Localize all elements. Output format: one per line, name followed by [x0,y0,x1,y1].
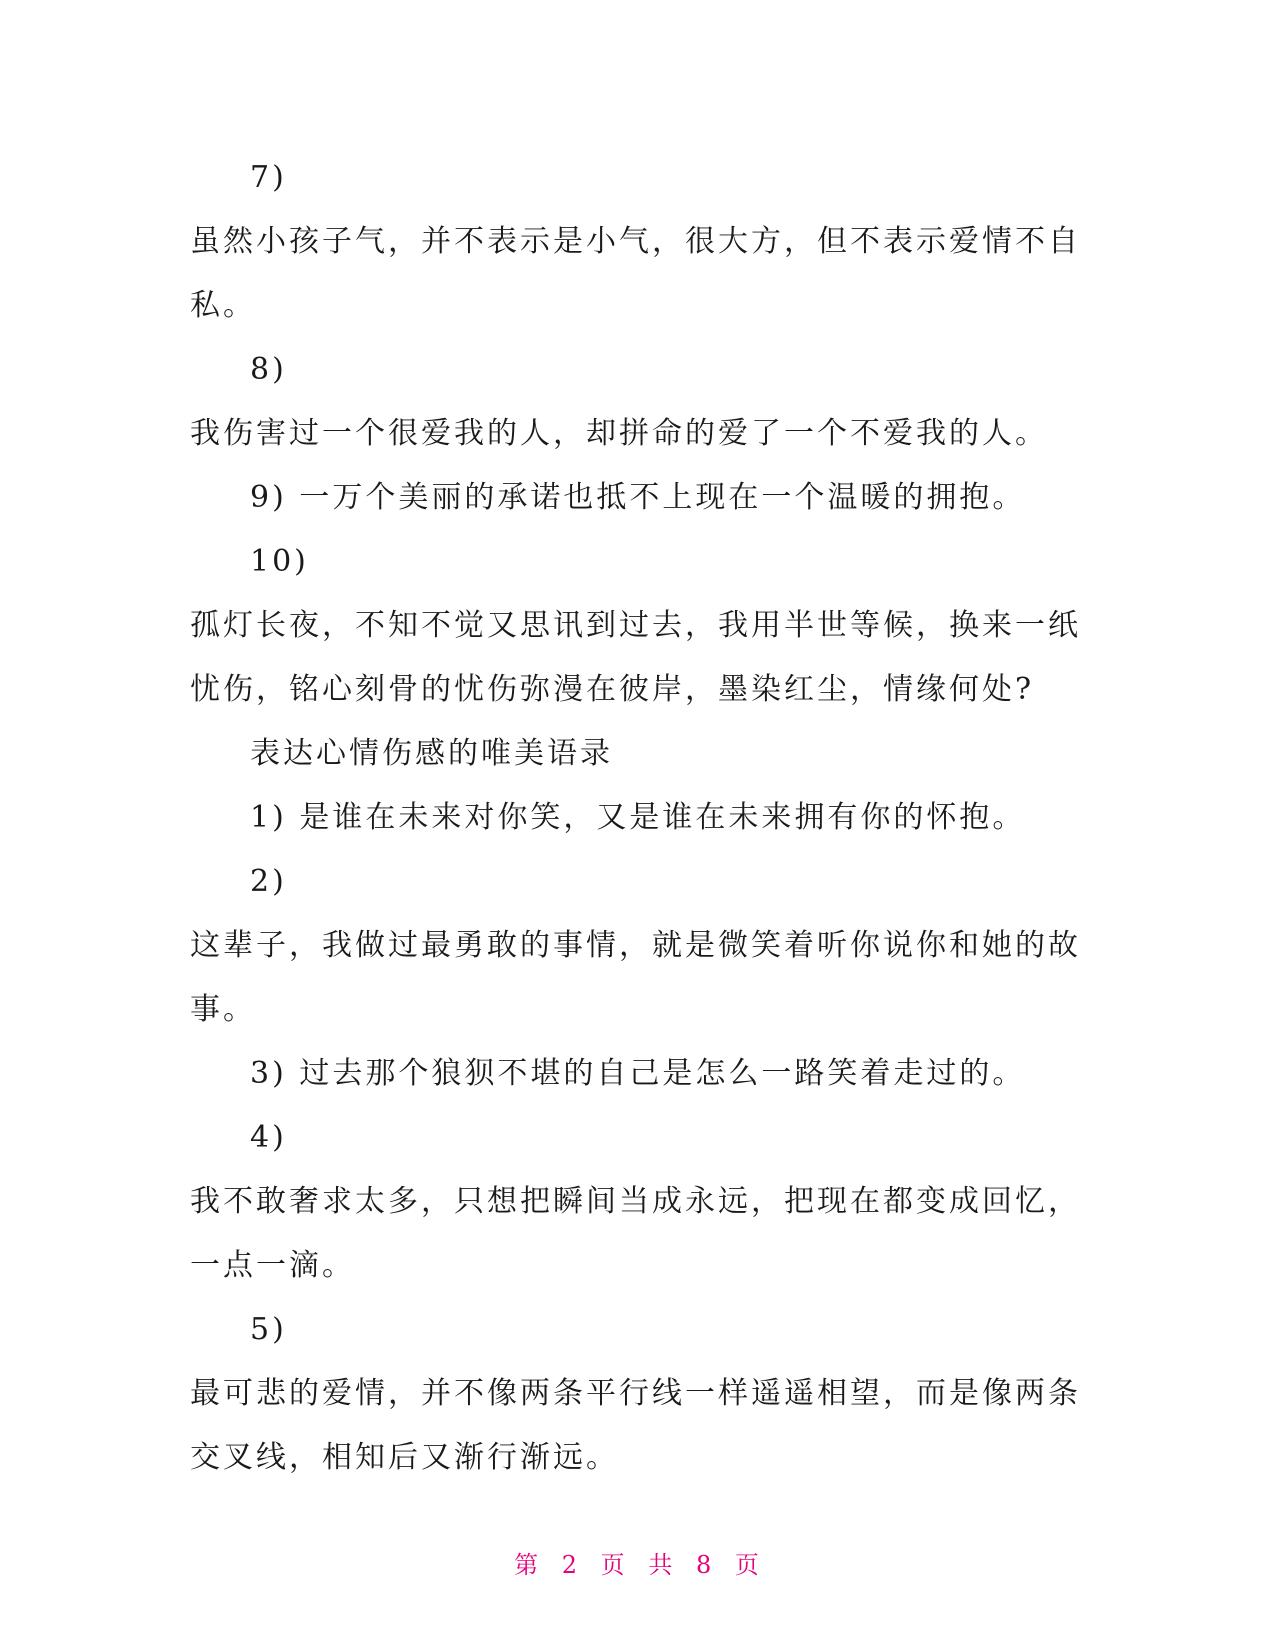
list-item: 9) 一万个美丽的承诺也抵不上现在一个温暖的拥抱。 [250,480,1026,515]
paragraph-line: 孤灯长夜，不知不觉又思讯到过去，我用半世等候，换来一纸 [190,608,1081,643]
list-item: 3) 过去那个狼狈不堪的自己是怎么一路笑着走过的。 [250,1056,1026,1091]
footer-label-page: 第 [514,1551,541,1579]
document-body [190,146,1090,1490]
paragraph-line: 最可悲的爱情，并不像两条平行线一样遥遥相望，而是像两条 [190,1376,1081,1411]
paragraph-line: 忧伤，铭心刻骨的忧伤弥漫在彼岸，墨染红尘，情缘何处? [190,672,1035,707]
list-item-number: 2) [250,864,287,899]
list-item-number: 8) [250,352,287,387]
list-item: 1) 是谁在未来对你笑，又是谁在未来拥有你的怀抱。 [250,800,1026,835]
footer-total-pages: 8 [695,1551,714,1579]
list-item-number: 5) [250,1312,287,1347]
paragraph-line: 这辈子，我做过最勇敢的事情，就是微笑着听你说你和她的故 [190,928,1081,963]
footer-label-unit: 页 [600,1551,627,1579]
paragraph-line: 我不敢奢求太多，只想把瞬间当成永远，把现在都变成回忆， [190,1184,1081,1219]
paragraph-line: 事。 [190,992,256,1027]
footer-label-total: 共 [648,1551,675,1579]
footer-label-unit-2: 页 [734,1551,761,1579]
section-heading: 表达心情伤感的唯美语录 [250,736,613,771]
paragraph-line: 我伤害过一个很爱我的人，却拼命的爱了一个不爱我的人。 [190,416,1048,451]
footer-current-page: 2 [561,1551,580,1579]
paragraph-line: 一点一滴。 [190,1248,355,1283]
list-item-number: 10) [250,544,309,579]
list-item-number: 7) [250,160,287,195]
list-item-number: 4) [250,1120,287,1155]
paragraph-line: 交叉线，相知后又渐行渐远。 [190,1440,619,1475]
paragraph-line: 虽然小孩子气，并不表示是小气，很大方，但不表示爱情不自 [190,224,1081,259]
paragraph-line: 私。 [190,288,256,323]
page-footer [0,1545,1275,1580]
